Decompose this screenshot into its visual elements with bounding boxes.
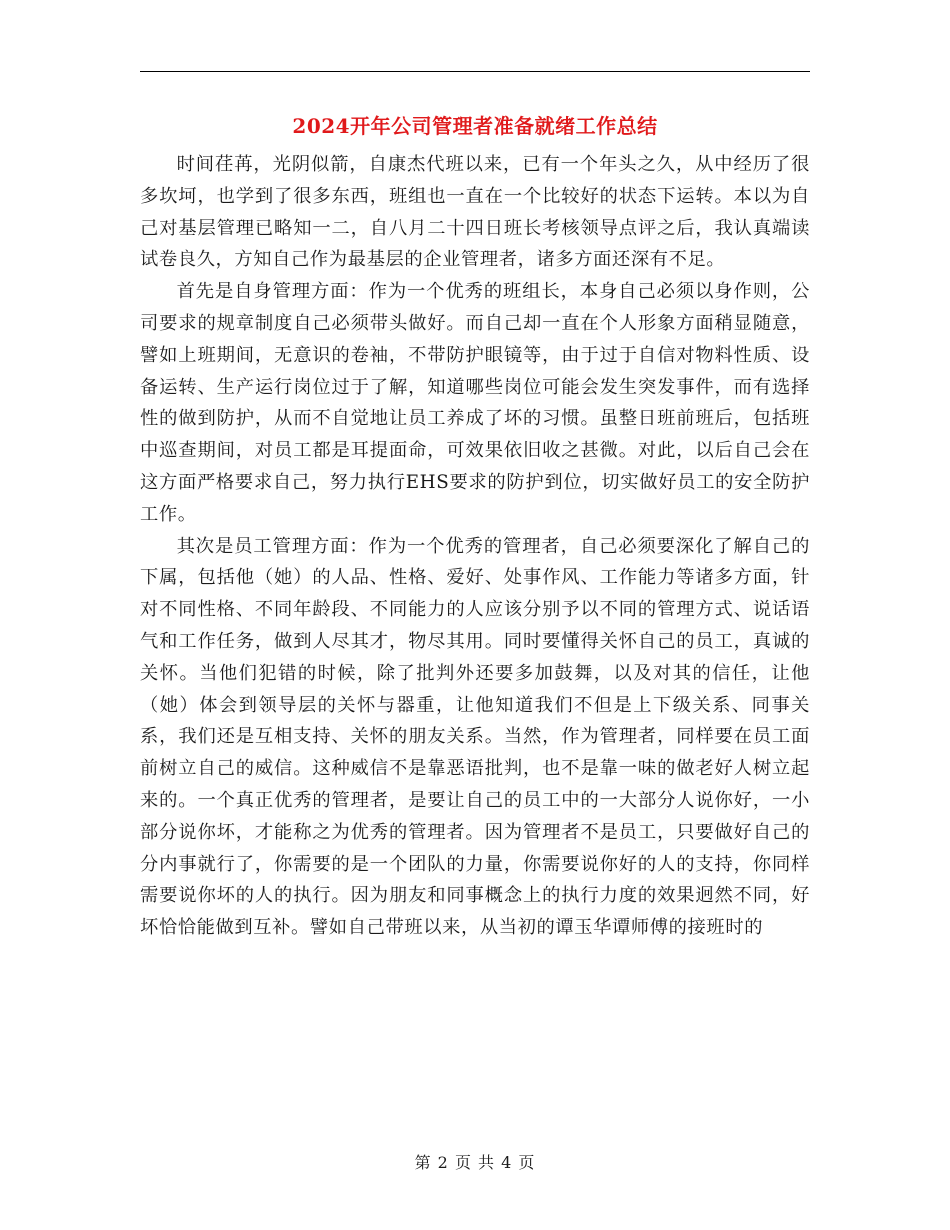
paragraph-staff-management: 其次是员工管理方面：作为一个优秀的管理者，自己必须要深化了解自己的下属，包括他（她）的人品、性格、爱好、处事作风、工作能力等诸多方面，针对不同性格、不同年龄段、不同能力的人应该分别予以不同的管理方式、说话语气和工作任务，做到人尽其才，物尽其用。同时要懂得关怀自己的员工，真诚的关怀。当他们犯错的时候，除了批判外还要多加鼓舞，以及对其的信任，让他（她）体会到领导层的关怀与器重，让他知道我们不但是上下级关系、同事关系，我们还是互相支持、关怀的朋友关系。当然，作为管理者，同样要在员工面前树立自己的威信。这种威信不是靠恶语批判，也不是靠一味的做老好人树立起来的。一个真正优秀的管理者，是要让自己的员工中的一大部分人说你好，一小部分说你坏，才能称之为优秀的管理者。因为管理者不是员工，只要做好自己的分内事就行了，你需要的是一个团队的力量，你需要说你好的人的支持，你同样需要说你坏的人的执行。因为朋友和同事概念上的执行力度的效果迥然不同，好坏恰恰能做到互补。譬如自己带班以来，从当初的谭玉华谭师傅的接班时的 bbox=[140, 535, 810, 939]
document-body bbox=[140, 149, 810, 944]
paragraph-self-management: 首先是自身管理方面：作为一个优秀的班组长，本身自己必须以身作则，公司要求的规章制度自己必须带头做好。而自己却一直在个人形象方面稍显随意，譬如上班期间，无意识的卷袖，不带防护眼镜等，由于过于自信对物料性质、设备运转、生产运行岗位过于了解，知道哪些岗位可能会发生突发事件，而有选择性的做到防护，从而不自觉地让员工养成了坏的习惯。虽整日班前班后，包括班中巡查期间，对员工都是耳提面命，可效果依旧收之甚微。对此，以后自己会在这方面严格要求自己，努力执行EHS要求的防护到位，切实做好员工的安全防护工作。 bbox=[140, 281, 810, 525]
document-title: 2024开年公司管理者准备就绪工作总结 bbox=[292, 114, 658, 138]
page-number: 第 2 页 共 4 页 bbox=[414, 1153, 536, 1172]
paragraph-intro: 时间荏苒，光阴似箭，自康杰代班以来，已有一个年头之久，从中经历了很多坎坷，也学到了很多东西，班组也一直在一个比较好的状态下运转。本以为自己对基层管理已略知一二，自八月二十四日班长考核领导点评之后，我认真端读试卷良久，方知自己作为最基层的企业管理者，诸多方面还深有不足。 bbox=[140, 154, 810, 271]
header-rule bbox=[140, 71, 810, 72]
